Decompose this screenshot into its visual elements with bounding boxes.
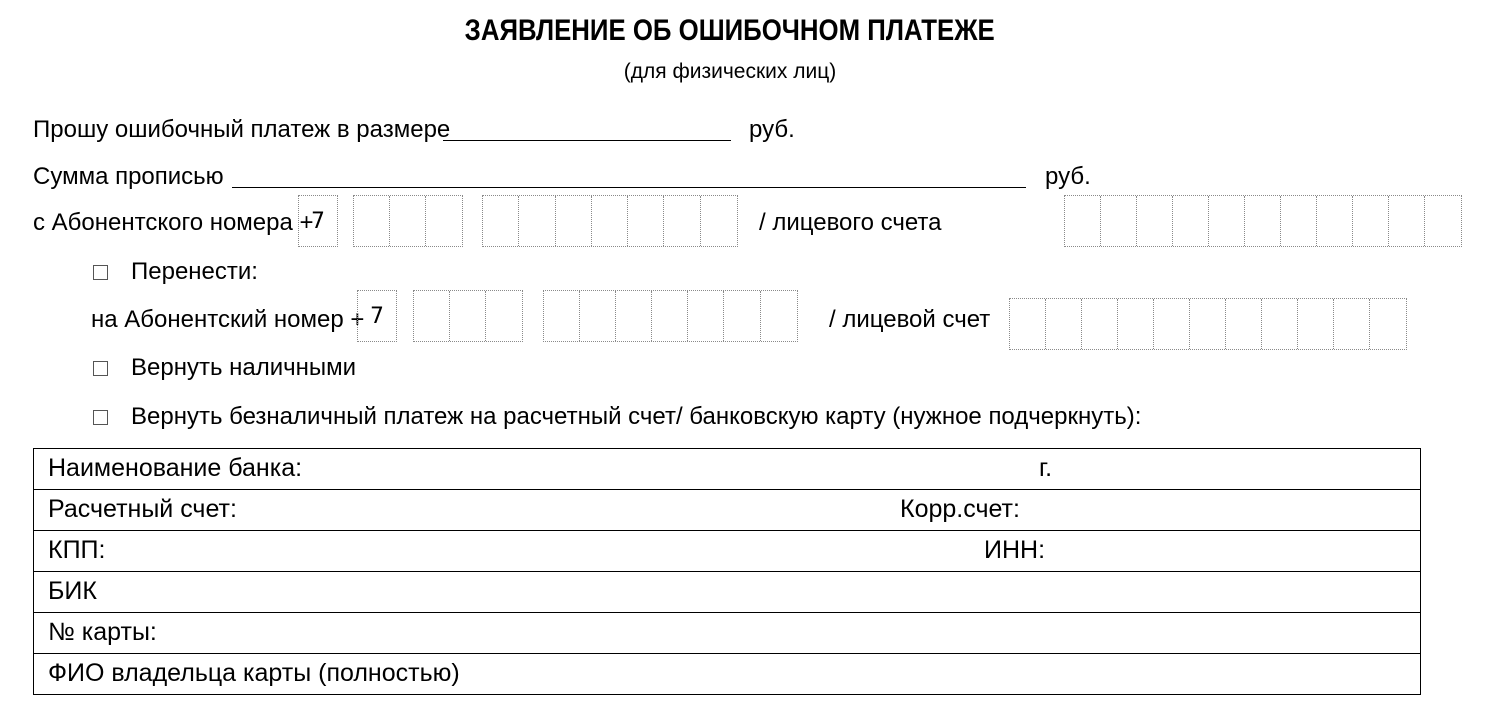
bank-details-table xyxy=(33,448,1421,695)
table-row xyxy=(34,613,1421,654)
inn-label: ИНН: xyxy=(984,536,1046,564)
bank-name-cell[interactable] xyxy=(34,449,1421,490)
from-account-label: / лицевого счета xyxy=(759,209,942,236)
cash-label: Вернуть наличными xyxy=(131,354,357,381)
amount-words-field[interactable] xyxy=(232,187,1026,188)
table-row xyxy=(34,654,1421,695)
to-number-cells[interactable] xyxy=(543,290,798,342)
document-title: ЗАЯВЛЕНИЕ ОБ ОШИБОЧНОМ ПЛАТЕЖЕ xyxy=(464,14,995,47)
card-holder-label: ФИО владельца карты (полностью) xyxy=(48,659,460,687)
transfer-checkbox[interactable] xyxy=(93,265,108,280)
to-account-label: / лицевой счет xyxy=(829,306,991,333)
to-number-label: на Абонентский номер + xyxy=(91,306,365,333)
card-number-cell[interactable] xyxy=(34,613,1421,654)
from-number-cells[interactable] xyxy=(482,195,738,247)
amount-currency: руб. xyxy=(749,116,795,143)
kpp-cell[interactable] xyxy=(34,531,1421,572)
account-label: Расчетный счет: xyxy=(48,495,237,523)
cash-checkbox[interactable] xyxy=(93,361,108,376)
table-row xyxy=(34,490,1421,531)
card-holder-cell[interactable] xyxy=(34,654,1421,695)
table-row xyxy=(34,572,1421,613)
bik-cell[interactable] xyxy=(34,572,1421,613)
bank-name-label: Наименование банка: xyxy=(48,454,303,482)
to-number-prefix: 7 xyxy=(370,303,384,329)
to-account-cells[interactable] xyxy=(1009,298,1407,350)
corr-account-label: Корр.счет: xyxy=(900,495,1020,523)
account-cell[interactable] xyxy=(34,490,1421,531)
amount-words-currency: руб. xyxy=(1045,163,1091,190)
table-row xyxy=(34,449,1421,490)
amount-label: Прошу ошибочный платеж в размере xyxy=(33,116,451,143)
from-number-code-cells[interactable] xyxy=(353,195,463,247)
from-number-prefix: 7 xyxy=(311,208,325,234)
city-label: г. xyxy=(1039,454,1053,482)
transfer-label: Перенести: xyxy=(131,258,258,285)
table-row xyxy=(34,531,1421,572)
noncash-checkbox[interactable] xyxy=(93,410,108,425)
card-number-label: № карты: xyxy=(48,618,157,646)
from-number-label: с Абонентского номера + xyxy=(33,209,314,236)
to-number-code-cells[interactable] xyxy=(413,290,523,342)
amount-words-label: Сумма прописью xyxy=(33,163,224,190)
from-number-prefix-box xyxy=(298,195,338,247)
document-subtitle: (для физических лиц) xyxy=(623,60,837,83)
kpp-label: КПП: xyxy=(48,536,106,564)
bik-label: БИК xyxy=(48,577,97,605)
amount-field[interactable] xyxy=(443,140,731,141)
noncash-label: Вернуть безналичный платеж на расчетный счет/ банковскую карту (нужное подчеркнуть): xyxy=(131,403,1142,430)
from-account-cells[interactable] xyxy=(1064,195,1462,247)
to-number-prefix-box xyxy=(357,290,397,342)
